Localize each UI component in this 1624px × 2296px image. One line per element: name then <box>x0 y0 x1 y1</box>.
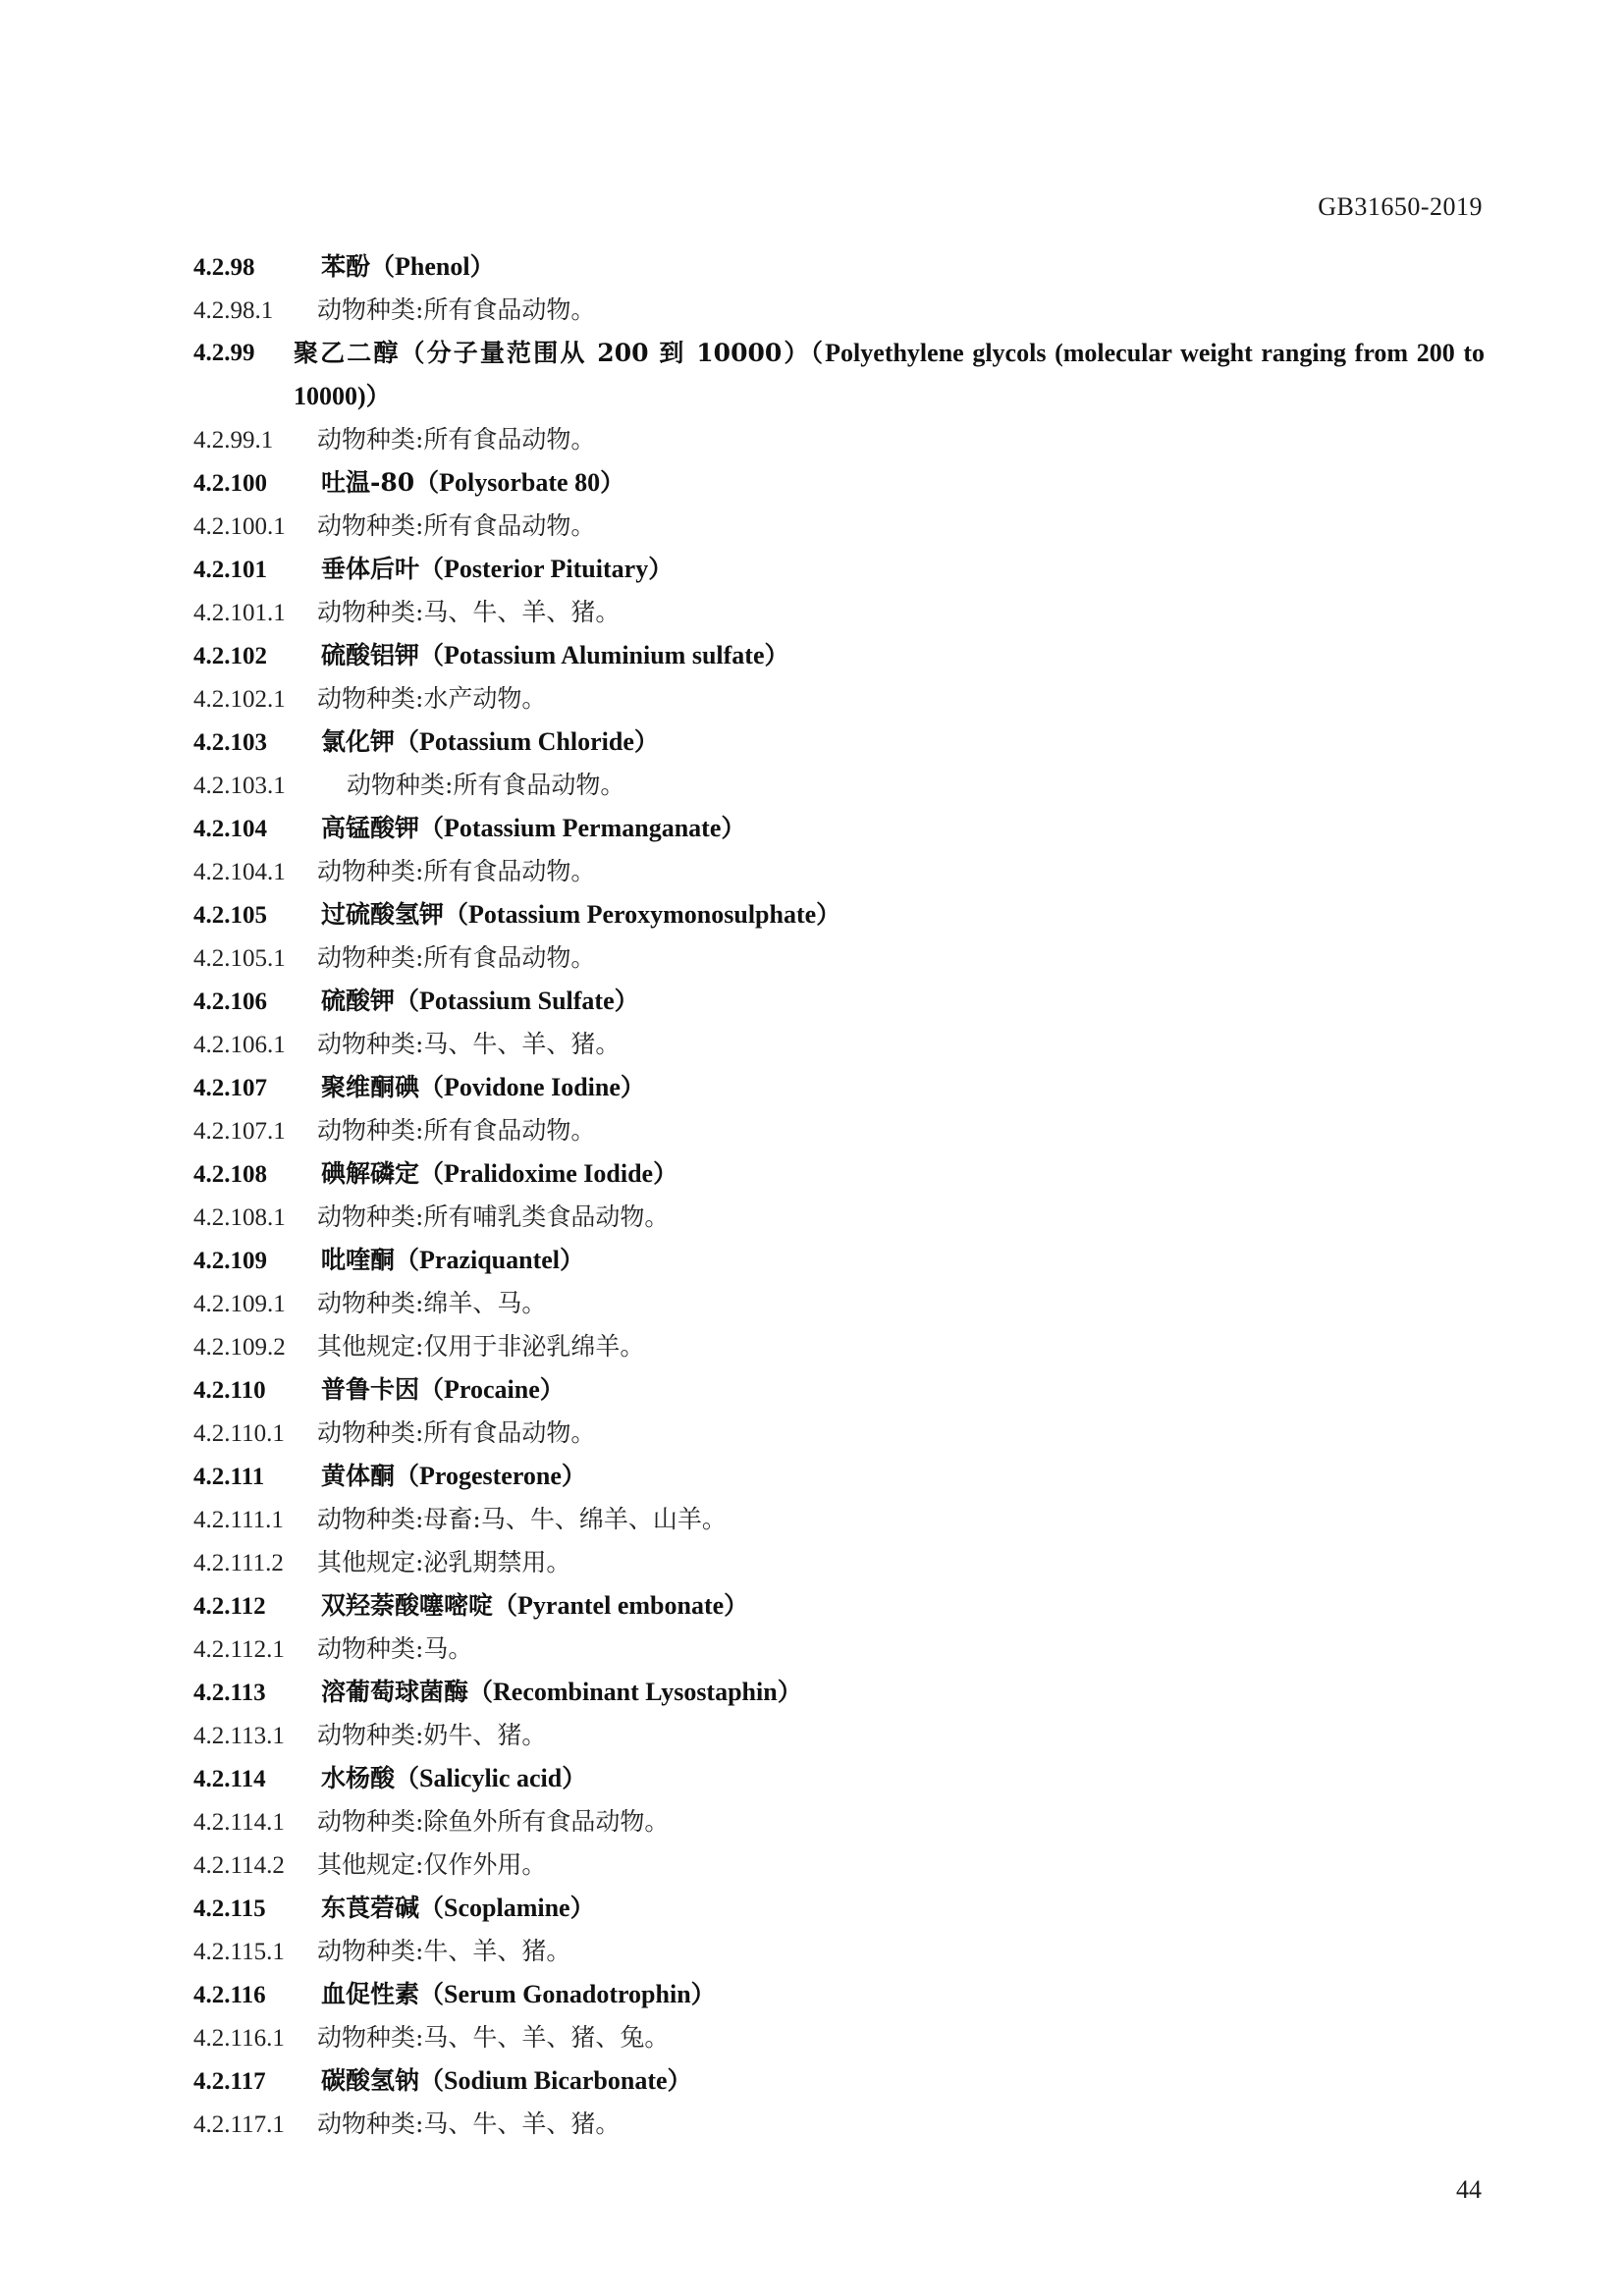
clause-text: 动物种类:所有食品动物。 <box>317 1418 596 1447</box>
clause-text: 动物种类:所有食品动物。 <box>317 425 596 454</box>
clause-number: 4.2.98.1 <box>193 297 274 324</box>
title-chinese: 溶葡萄球菌酶（ <box>321 1678 494 1706</box>
title-chinese: 东莨菪碱（ <box>321 1894 445 1922</box>
section-clause <box>193 1714 1485 1757</box>
title-close-paren: ） <box>569 1894 595 1922</box>
clause-text: 动物种类:所有食品动物。 <box>317 1116 596 1145</box>
title-english: Recombinant Lysostaphin <box>493 1678 778 1706</box>
section-number: 4.2.114 <box>193 1766 266 1792</box>
section-heading <box>193 1887 1485 1930</box>
clause-number: 4.2.105.1 <box>193 945 286 972</box>
section-heading <box>193 2059 1485 2103</box>
section-heading <box>193 893 1485 936</box>
clause-text: 动物种类:所有食品动物。 <box>317 295 596 324</box>
section-number: 4.2.115 <box>193 1896 266 1922</box>
title-chinese: 黄体酮（ <box>321 1462 420 1490</box>
section-clause <box>193 1282 1485 1325</box>
section-heading <box>193 1239 1485 1282</box>
clause-number: 4.2.106.1 <box>193 1032 286 1058</box>
clause-number: 4.2.101.1 <box>193 600 286 626</box>
clause-text: 动物种类:马、牛、羊、猪。 <box>317 1030 621 1058</box>
section-clause <box>193 850 1485 893</box>
title-english: Salicylic acid <box>419 1764 563 1792</box>
title-chinese: 聚维酮碘（ <box>321 1073 445 1101</box>
section-clause <box>193 1412 1485 1455</box>
section-clause <box>193 1930 1485 1973</box>
clause-text: 动物种类:马、牛、羊、猪。 <box>317 598 621 626</box>
title-close-paren: ） <box>633 727 659 756</box>
title-chinese: 苯酚（ <box>321 252 396 281</box>
title-english: Polysorbate 80 <box>439 468 601 497</box>
section-number: 4.2.111 <box>193 1464 265 1490</box>
title-close-paren: ） <box>816 900 841 929</box>
title-close-paren: ） <box>614 987 639 1015</box>
clause-number: 4.2.102.1 <box>193 686 286 713</box>
clause-number: 4.2.112.1 <box>193 1636 285 1663</box>
section-number: 4.2.100 <box>193 470 267 497</box>
title-close-paren: ） <box>560 1246 585 1274</box>
clause-text: 其他规定:泌乳期禁用。 <box>317 1548 571 1576</box>
section-heading <box>193 1066 1485 1109</box>
title-chinese: 过硫酸氢钾（ <box>321 900 469 929</box>
title-english: Procaine <box>444 1375 540 1404</box>
clause-text: 动物种类:马、牛、羊、猪。 <box>317 2109 621 2138</box>
section-heading <box>193 1973 1485 2016</box>
clause-number: 4.2.108.1 <box>193 1204 286 1231</box>
section-title <box>321 721 659 764</box>
title-close-paren: ） <box>600 468 625 497</box>
section-heading <box>193 1455 1485 1498</box>
section-clause <box>193 1196 1485 1239</box>
title-close-paren: ） <box>667 2066 692 2095</box>
section-title <box>294 332 1485 418</box>
title-english: Sodium Bicarbonate <box>444 2066 668 2095</box>
clause-text: 动物种类:所有食品动物。 <box>317 857 596 885</box>
clause-number: 4.2.115.1 <box>193 1939 285 1965</box>
section-clause <box>193 418 1485 461</box>
section-number: 4.2.105 <box>193 902 267 929</box>
section-number: 4.2.102 <box>193 643 267 669</box>
section-title <box>321 634 789 677</box>
section-title <box>321 548 673 591</box>
clause-number: 4.2.111.1 <box>193 1507 284 1533</box>
page-number: 44 <box>1456 2175 1482 2204</box>
section-title <box>321 1671 802 1714</box>
title-english: Polyethylene glycols (molecular weight ranging from 200 to 10000) <box>294 339 1485 410</box>
title-close-paren: ） <box>724 1591 749 1620</box>
clause-number: 4.2.117.1 <box>193 2111 285 2138</box>
section-number: 4.2.98 <box>193 254 255 281</box>
title-english: Pralidoxime Iodide <box>444 1159 654 1188</box>
section-title <box>321 1887 595 1930</box>
section-heading <box>193 548 1485 591</box>
section-title <box>321 1584 748 1628</box>
title-close-paren: ） <box>653 1159 678 1188</box>
clause-number: 4.2.116.1 <box>193 2025 285 2052</box>
title-chinese: 聚乙二醇（分子量范围从 200 到 10000）（ <box>294 339 826 367</box>
title-close-paren: ） <box>721 814 746 842</box>
clause-text: 动物种类:所有食品动物。 <box>347 771 625 799</box>
section-number: 4.2.107 <box>193 1075 267 1101</box>
section-number: 4.2.101 <box>193 557 267 583</box>
clause-text: 动物种类:母畜:马、牛、绵羊、山羊。 <box>317 1505 727 1533</box>
clause-number: 4.2.114.1 <box>193 1809 285 1836</box>
title-english: Praziquantel <box>419 1246 561 1274</box>
section-clause <box>193 677 1485 721</box>
title-chinese: 碳酸氢钠（ <box>321 2066 445 2095</box>
section-clause <box>193 764 1485 807</box>
title-english: Potassium Sulfate <box>419 987 615 1015</box>
title-close-paren: ） <box>561 1462 586 1490</box>
document-body <box>193 245 1485 2146</box>
section-heading <box>193 1368 1485 1412</box>
title-close-paren: ） <box>690 1980 716 2008</box>
section-clause <box>193 936 1485 980</box>
section-title <box>321 1757 586 1800</box>
section-number: 4.2.117 <box>193 2068 266 2095</box>
section-heading <box>193 1584 1485 1628</box>
title-chinese: 血促性素（ <box>321 1980 445 2008</box>
title-english: Povidone Iodine <box>444 1073 621 1101</box>
section-clause <box>193 1843 1485 1887</box>
title-chinese: 碘解磷定（ <box>321 1159 445 1188</box>
section-clause <box>193 1541 1485 1584</box>
clause-text: 动物种类:除鱼外所有食品动物。 <box>317 1807 670 1836</box>
title-close-paren: ） <box>764 641 789 669</box>
section-title <box>321 1066 645 1109</box>
clause-number: 4.2.109.2 <box>193 1334 286 1361</box>
title-chinese: 普鲁卡因（ <box>321 1375 445 1404</box>
section-clause <box>193 1498 1485 1541</box>
section-heading <box>193 1757 1485 1800</box>
title-english: Pyrantel embonate <box>517 1591 725 1620</box>
title-english: Potassium Permanganate <box>444 814 722 842</box>
clause-number: 4.2.113.1 <box>193 1723 285 1749</box>
title-english: Posterior Pituitary <box>444 555 649 583</box>
section-clause <box>193 289 1485 332</box>
section-title <box>321 461 624 505</box>
section-heading <box>193 1152 1485 1196</box>
section-clause <box>193 1628 1485 1671</box>
title-chinese: 垂体后叶（ <box>321 555 445 583</box>
title-chinese: 硫酸铝钾（ <box>321 641 445 669</box>
section-heading <box>193 721 1485 764</box>
title-chinese: 水杨酸（ <box>321 1764 420 1792</box>
clause-text: 动物种类:马、牛、羊、猪、兔。 <box>317 2023 670 2052</box>
clause-number: 4.2.111.2 <box>193 1550 284 1576</box>
clause-number: 4.2.110.1 <box>193 1420 285 1447</box>
section-heading <box>193 807 1485 850</box>
clause-number: 4.2.107.1 <box>193 1118 286 1145</box>
clause-number: 4.2.104.1 <box>193 859 286 885</box>
clause-text: 动物种类:奶牛、猪。 <box>317 1721 547 1749</box>
title-close-paren: ） <box>620 1073 645 1101</box>
section-heading <box>193 980 1485 1023</box>
title-close-paren: ） <box>539 1375 565 1404</box>
title-close-paren: ） <box>365 382 391 410</box>
clause-text: 动物种类:马。 <box>317 1634 473 1663</box>
section-title <box>321 1368 565 1412</box>
section-number: 4.2.109 <box>193 1248 267 1274</box>
title-chinese: 高锰酸钾（ <box>321 814 445 842</box>
clause-text: 动物种类:水产动物。 <box>317 684 547 713</box>
clause-text: 动物种类:所有食品动物。 <box>317 511 596 540</box>
section-number: 4.2.106 <box>193 988 267 1015</box>
section-title <box>321 1239 584 1282</box>
section-heading <box>193 461 1485 505</box>
section-title <box>321 807 745 850</box>
section-number: 4.2.116 <box>193 1982 266 2008</box>
title-english: Potassium Chloride <box>419 727 634 756</box>
clause-number: 4.2.100.1 <box>193 513 286 540</box>
section-clause <box>193 591 1485 634</box>
clause-text: 动物种类:所有食品动物。 <box>317 943 596 972</box>
section-title <box>321 1455 586 1498</box>
clause-text: 动物种类:所有哺乳类食品动物。 <box>317 1202 670 1231</box>
section-title <box>321 893 840 936</box>
section-clause <box>193 2016 1485 2059</box>
section-number: 4.2.110 <box>193 1377 266 1404</box>
section-heading <box>193 634 1485 677</box>
section-clause <box>193 1325 1485 1368</box>
section-title <box>321 1152 677 1196</box>
section-title <box>321 2059 692 2103</box>
title-chinese: 吡喹酮（ <box>321 1246 420 1274</box>
section-number: 4.2.113 <box>193 1680 266 1706</box>
section-clause <box>193 505 1485 548</box>
title-close-paren: ） <box>562 1764 587 1792</box>
section-number: 4.2.108 <box>193 1161 267 1188</box>
section-title <box>321 1973 716 2016</box>
section-heading <box>193 1671 1485 1714</box>
clause-number: 4.2.114.2 <box>193 1852 285 1879</box>
section-heading <box>193 245 1485 289</box>
clause-text: 动物种类:绵羊、马。 <box>317 1289 547 1317</box>
title-close-paren: ） <box>648 555 674 583</box>
title-english: Scoplamine <box>444 1894 570 1922</box>
section-clause <box>193 1109 1485 1152</box>
title-chinese: 吐温-80（ <box>321 468 440 497</box>
clause-number: 4.2.109.1 <box>193 1291 286 1317</box>
title-chinese: 双羟萘酸噻嘧啶（ <box>321 1591 518 1620</box>
clause-number: 4.2.99.1 <box>193 427 274 454</box>
title-english: Potassium Peroxymonosulphate <box>468 900 817 929</box>
section-clause <box>193 2103 1485 2146</box>
title-english: Phenol <box>395 252 470 281</box>
section-number: 4.2.103 <box>193 729 267 756</box>
section-title <box>321 980 639 1023</box>
clause-text: 其他规定:仅作外用。 <box>317 1850 547 1879</box>
clause-text: 其他规定:仅用于非泌乳绵羊。 <box>317 1332 645 1361</box>
clause-number: 4.2.103.1 <box>193 773 286 799</box>
section-number: 4.2.104 <box>193 816 267 842</box>
title-english: Potassium Aluminium sulfate <box>444 641 765 669</box>
section-title <box>321 245 495 289</box>
title-chinese: 氯化钾（ <box>321 727 420 756</box>
title-close-paren: ） <box>777 1678 802 1706</box>
document-code: GB31650-2019 <box>1318 192 1483 221</box>
title-english: Progesterone <box>419 1462 562 1490</box>
clause-text: 动物种类:牛、羊、猪。 <box>317 1937 571 1965</box>
title-english: Serum Gonadotrophin <box>444 1980 691 2008</box>
section-number: 4.2.99 <box>193 340 255 366</box>
section-clause <box>193 1800 1485 1843</box>
section-heading <box>193 332 1485 418</box>
title-chinese: 硫酸钾（ <box>321 987 420 1015</box>
title-close-paren: ） <box>469 252 495 281</box>
section-number: 4.2.112 <box>193 1593 266 1620</box>
section-clause <box>193 1023 1485 1066</box>
